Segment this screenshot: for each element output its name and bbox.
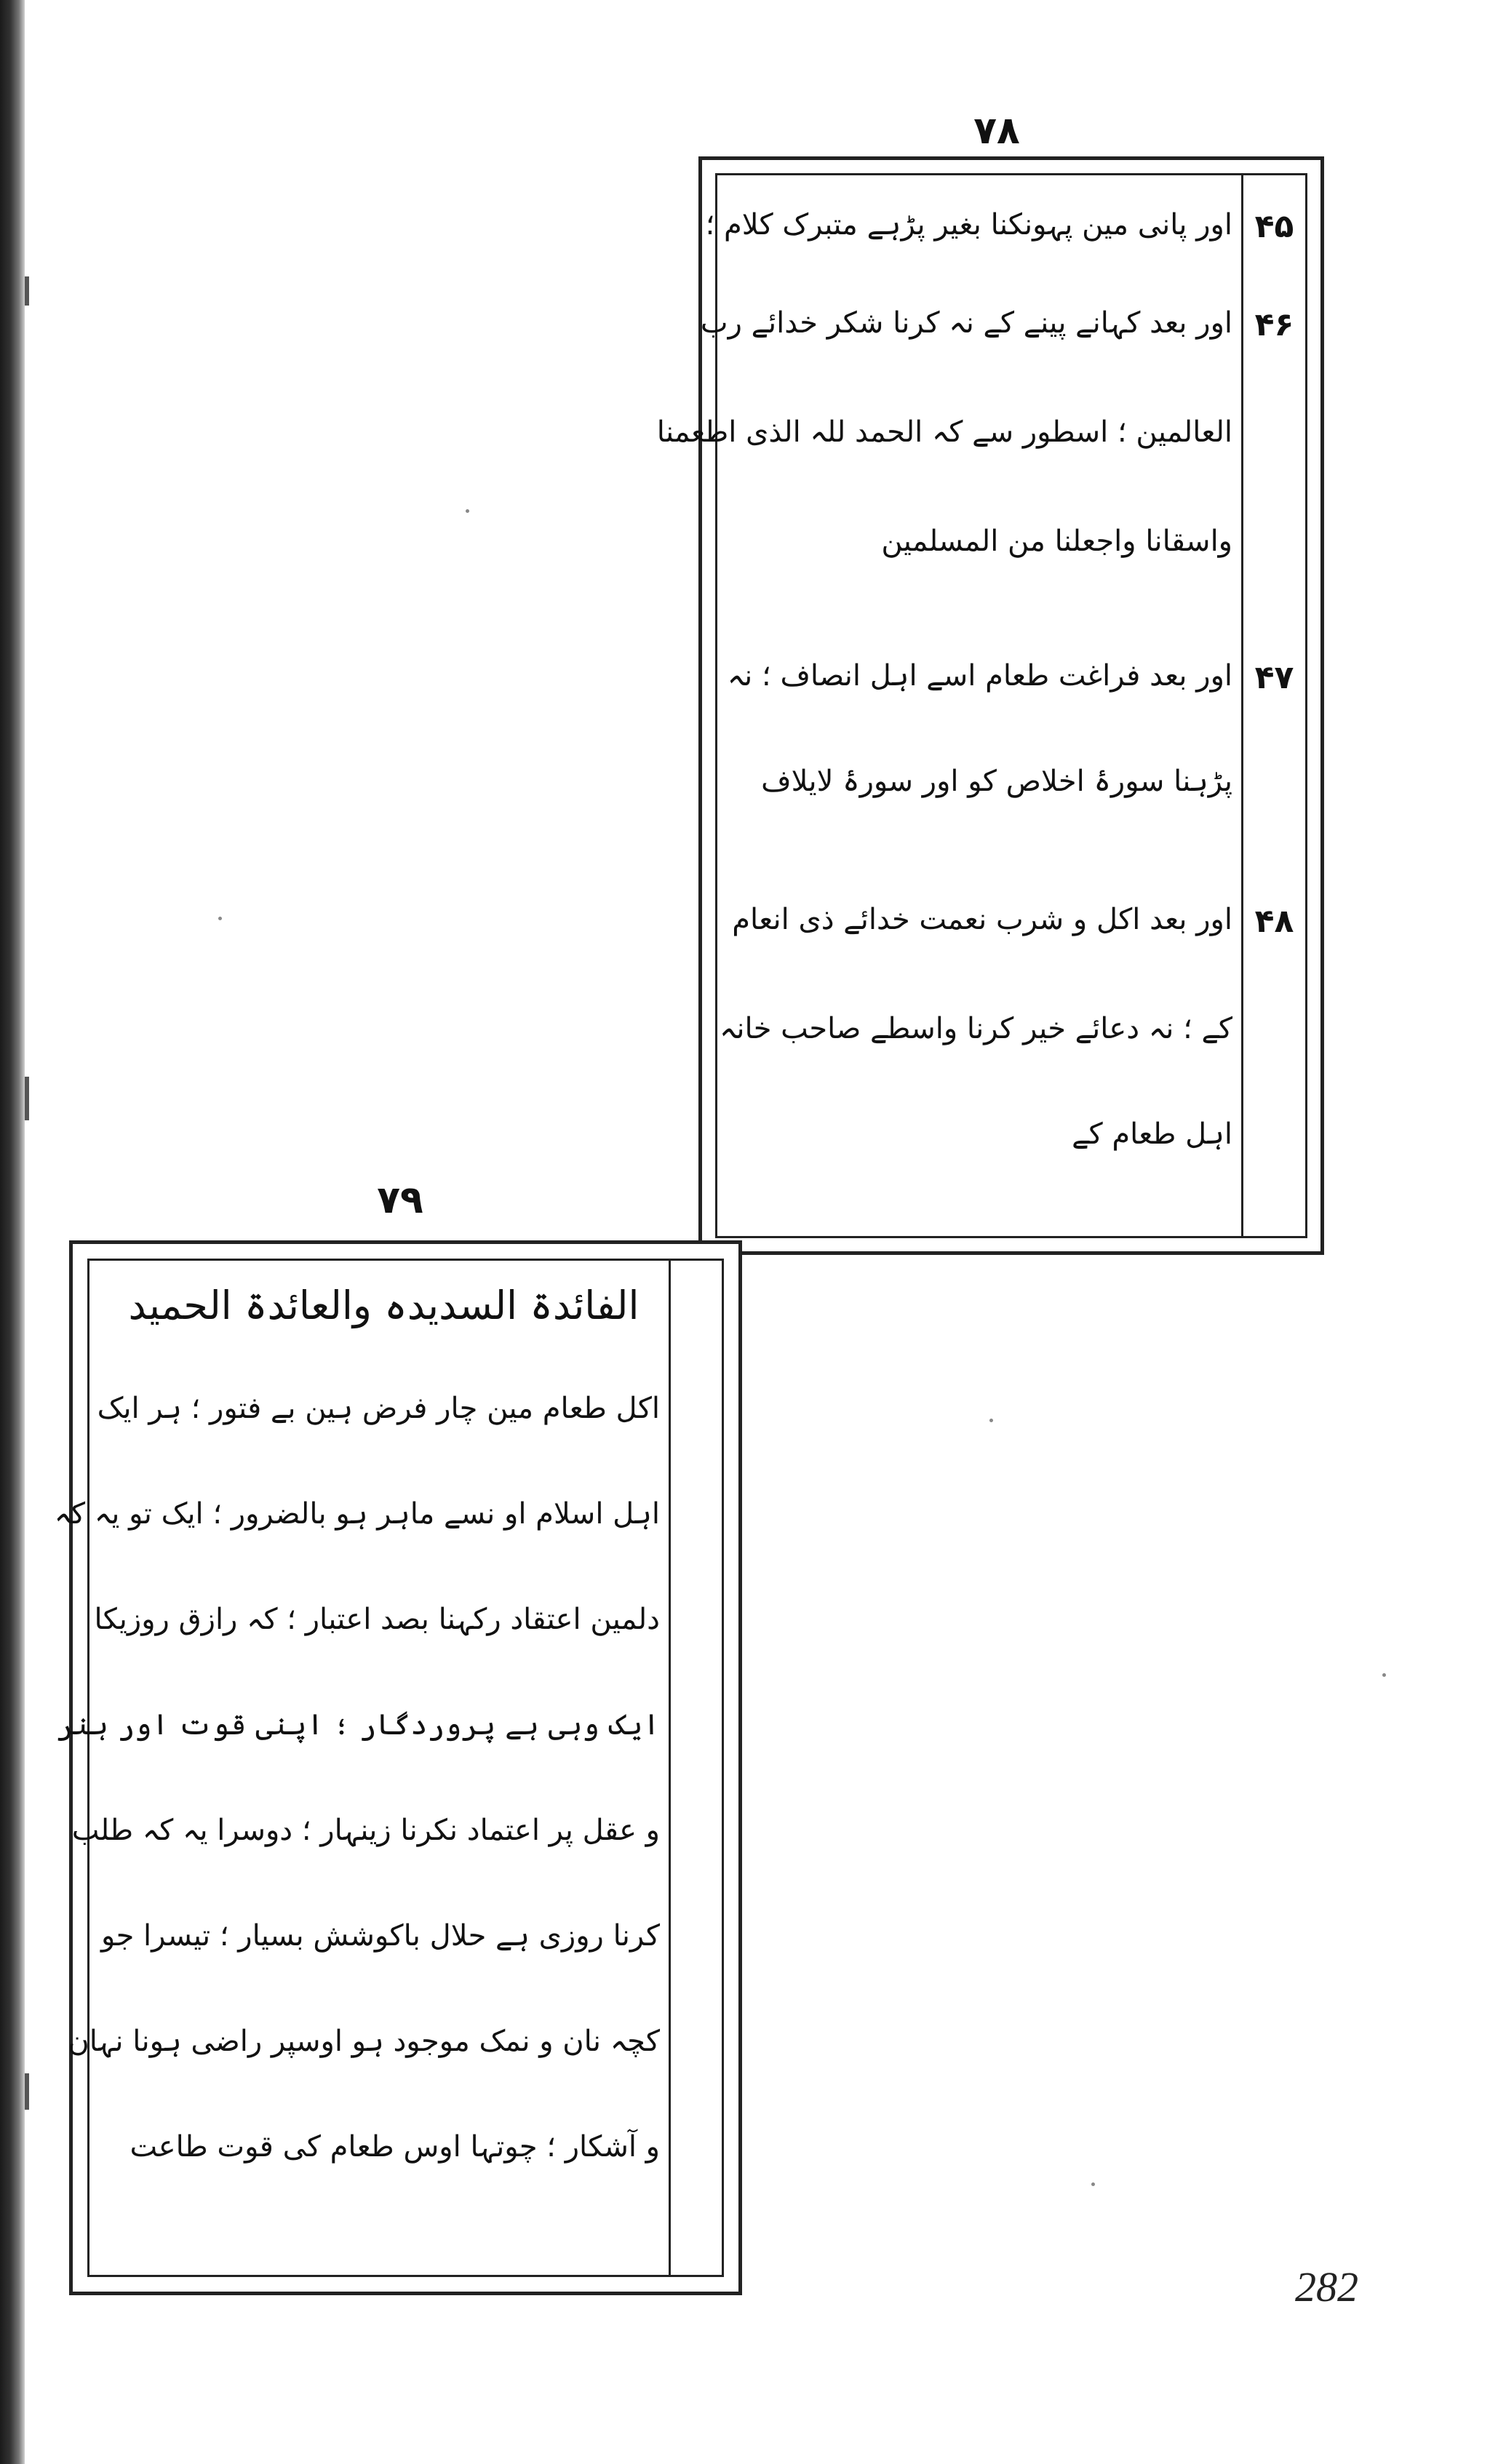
- spine-mark: [25, 1077, 29, 1120]
- entry-number: ۴۷: [1254, 659, 1294, 696]
- section-heading: الفائدۃ السدیدہ والعائدۃ الحمید: [128, 1283, 640, 1328]
- body-line: و آشکار ؛ چوتہا اوس طعام کی قوت طاعت: [130, 2130, 660, 2164]
- body-line: کچہ نان و نمک موجود ہو اوسپر راضی ہونا نہان: [68, 2025, 660, 2058]
- entry-line: اہل طعام کے: [1072, 1117, 1232, 1151]
- page-upper-inner-border: [656, 173, 1307, 1238]
- body-line: ایک وہی ہے پروردگار ؛ اپنی قوت اور ہنر: [57, 1708, 660, 1742]
- body-line: کرنا روزی ہے حلال باکوشش بسیار ؛ تیسرا جو: [100, 1919, 660, 1953]
- scan-speck: [989, 1419, 993, 1422]
- entry-number: ۴۵: [1254, 208, 1294, 245]
- scan-speck: [1382, 1673, 1386, 1677]
- page-number-lower: ۷۹: [377, 1179, 423, 1222]
- page-number-upper: ۷۸: [973, 109, 1020, 153]
- page-lower-inner-border: [54, 1259, 724, 2277]
- book-spine-shadow: [0, 0, 25, 2464]
- entry-line: پڑہنا سورۂ اخلاص کو اور سورۂ لایلاف: [761, 765, 1232, 798]
- scan-speck: [1091, 2182, 1095, 2186]
- scan-speck: [466, 509, 469, 513]
- entry-line: اور پانی مین پہونکنا بغیر پڑہے متبرک کلام ؛: [705, 208, 1232, 242]
- entry-line: العالمین ؛ اسطور سے کہ الحمد للہ الذی اطعمنا: [656, 415, 1232, 449]
- spine-mark: [25, 276, 29, 306]
- entry-number: ۴۶: [1254, 306, 1294, 343]
- body-line: اکل طعام مین چار فرض ہین بے فتور ؛ ہر ایک: [97, 1392, 660, 1425]
- entry-line: اور بعد کہانے پینے کے نہ کرنا شکر خدائے رب: [700, 306, 1232, 340]
- body-line: اہل اسلام او نسے ماہر ہو بالضرور ؛ ایک تو یہ کہ: [54, 1497, 660, 1531]
- entry-line: اور بعد فراغت طعام اسے اہل انصاف ؛ نہ: [727, 659, 1232, 693]
- entry-line: کے ؛ نہ دعائے خیر کرنا واسطے صاحب خانہ: [719, 1012, 1232, 1045]
- entry-number: ۴۸: [1254, 903, 1294, 940]
- entry-line: واسقانا واجعلنا من المسلمین: [881, 525, 1232, 558]
- body-line: و عقل پر اعتماد نکرنا زینہار ؛ دوسرا یہ کہ طلب: [71, 1814, 660, 1847]
- spine-mark: [25, 2073, 29, 2110]
- body-line: دلمین اعتقاد رکہنا بصد اعتبار ؛ کہ رازق روزیکا: [94, 1603, 660, 1636]
- page-upper-frame: [656, 156, 1324, 1255]
- margin-rule: [669, 1261, 671, 2275]
- scan-speck: [218, 917, 222, 920]
- entry-line: اور بعد اکل و شرب نعمت خدائے ذی انعام: [732, 903, 1232, 936]
- page-lower-frame: [54, 1240, 742, 2295]
- folio-number: 282: [1295, 2263, 1358, 2311]
